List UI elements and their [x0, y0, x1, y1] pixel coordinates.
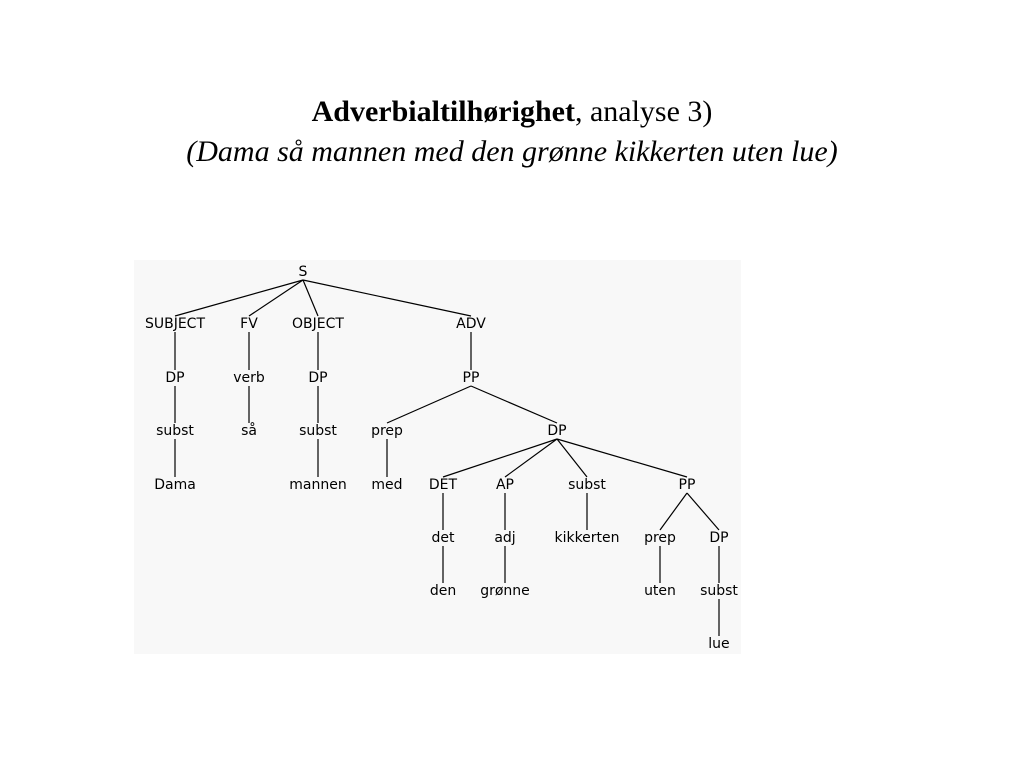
tree-edge-S-ADV [303, 280, 471, 316]
tree-edge-PP2-DP4 [687, 493, 719, 530]
slide-title-bold: Adverbialtilhørighet [311, 95, 575, 128]
slide-title-block [0, 92, 1024, 172]
tree-node-PP2: PP [678, 477, 696, 493]
tree-node-SUBJECT: SUBJECT [144, 316, 206, 332]
tree-node-subst1: subst [156, 423, 194, 439]
tree-node-OBJECT: OBJECT [292, 316, 344, 332]
tree-node-gronne: grønne [480, 583, 530, 599]
tree-edge-DP3-AP [505, 439, 557, 477]
tree-node-ADV: ADV [456, 316, 486, 332]
parse-tree-diagram [134, 260, 741, 654]
tree-node-DET: DET [428, 477, 458, 493]
tree-node-Dama: Dama [154, 477, 196, 493]
tree-edge-S-OBJECT [303, 280, 318, 316]
tree-node-lue: lue [708, 636, 730, 652]
tree-node-mannen: mannen [289, 477, 347, 493]
slide-subtitle: (Dama så mannen med den grønne kikkerten uten lue) [186, 135, 838, 168]
tree-edge-PP1-DP3 [471, 386, 557, 423]
tree-node-S: S [298, 264, 308, 280]
tree-edge-S-FV [249, 280, 303, 316]
tree-node-DP3: DP [547, 423, 567, 439]
tree-edge-PP1-prep1 [387, 386, 471, 423]
tree-edge-DP3-subst3 [557, 439, 587, 477]
tree-node-DP1: DP [165, 370, 185, 386]
tree-edge-PP2-prep2 [660, 493, 687, 530]
tree-node-subst2: subst [299, 423, 337, 439]
tree-node-med: med [371, 477, 403, 493]
tree-node-subst4: subst [700, 583, 738, 599]
tree-node-adj: adj [494, 530, 516, 546]
tree-node-subst3: subst [568, 477, 606, 493]
tree-node-DP4: DP [709, 530, 729, 546]
tree-node-PP1: PP [462, 370, 480, 386]
tree-node-prep2: prep [644, 530, 676, 546]
tree-node-prep1: prep [371, 423, 403, 439]
tree-node-AP: AP [495, 477, 515, 493]
tree-node-den: den [429, 583, 457, 599]
tree-node-DP2: DP [308, 370, 328, 386]
tree-edge-DP3-DET [443, 439, 557, 477]
tree-node-FV: FV [240, 316, 258, 332]
tree-node-verb: verb [233, 370, 265, 386]
tree-node-kikkerten: kikkerten [554, 530, 620, 546]
tree-edge-DP3-PP2 [557, 439, 687, 477]
tree-node-det: det [431, 530, 455, 546]
parse-tree-panel [134, 260, 741, 654]
tree-node-uten: uten [644, 583, 676, 599]
tree-edge-S-SUBJECT [175, 280, 303, 316]
slide-title [0, 92, 1024, 132]
slide-title-rest: , analyse 3) [574, 95, 713, 128]
tree-node-sa: så [241, 423, 257, 439]
